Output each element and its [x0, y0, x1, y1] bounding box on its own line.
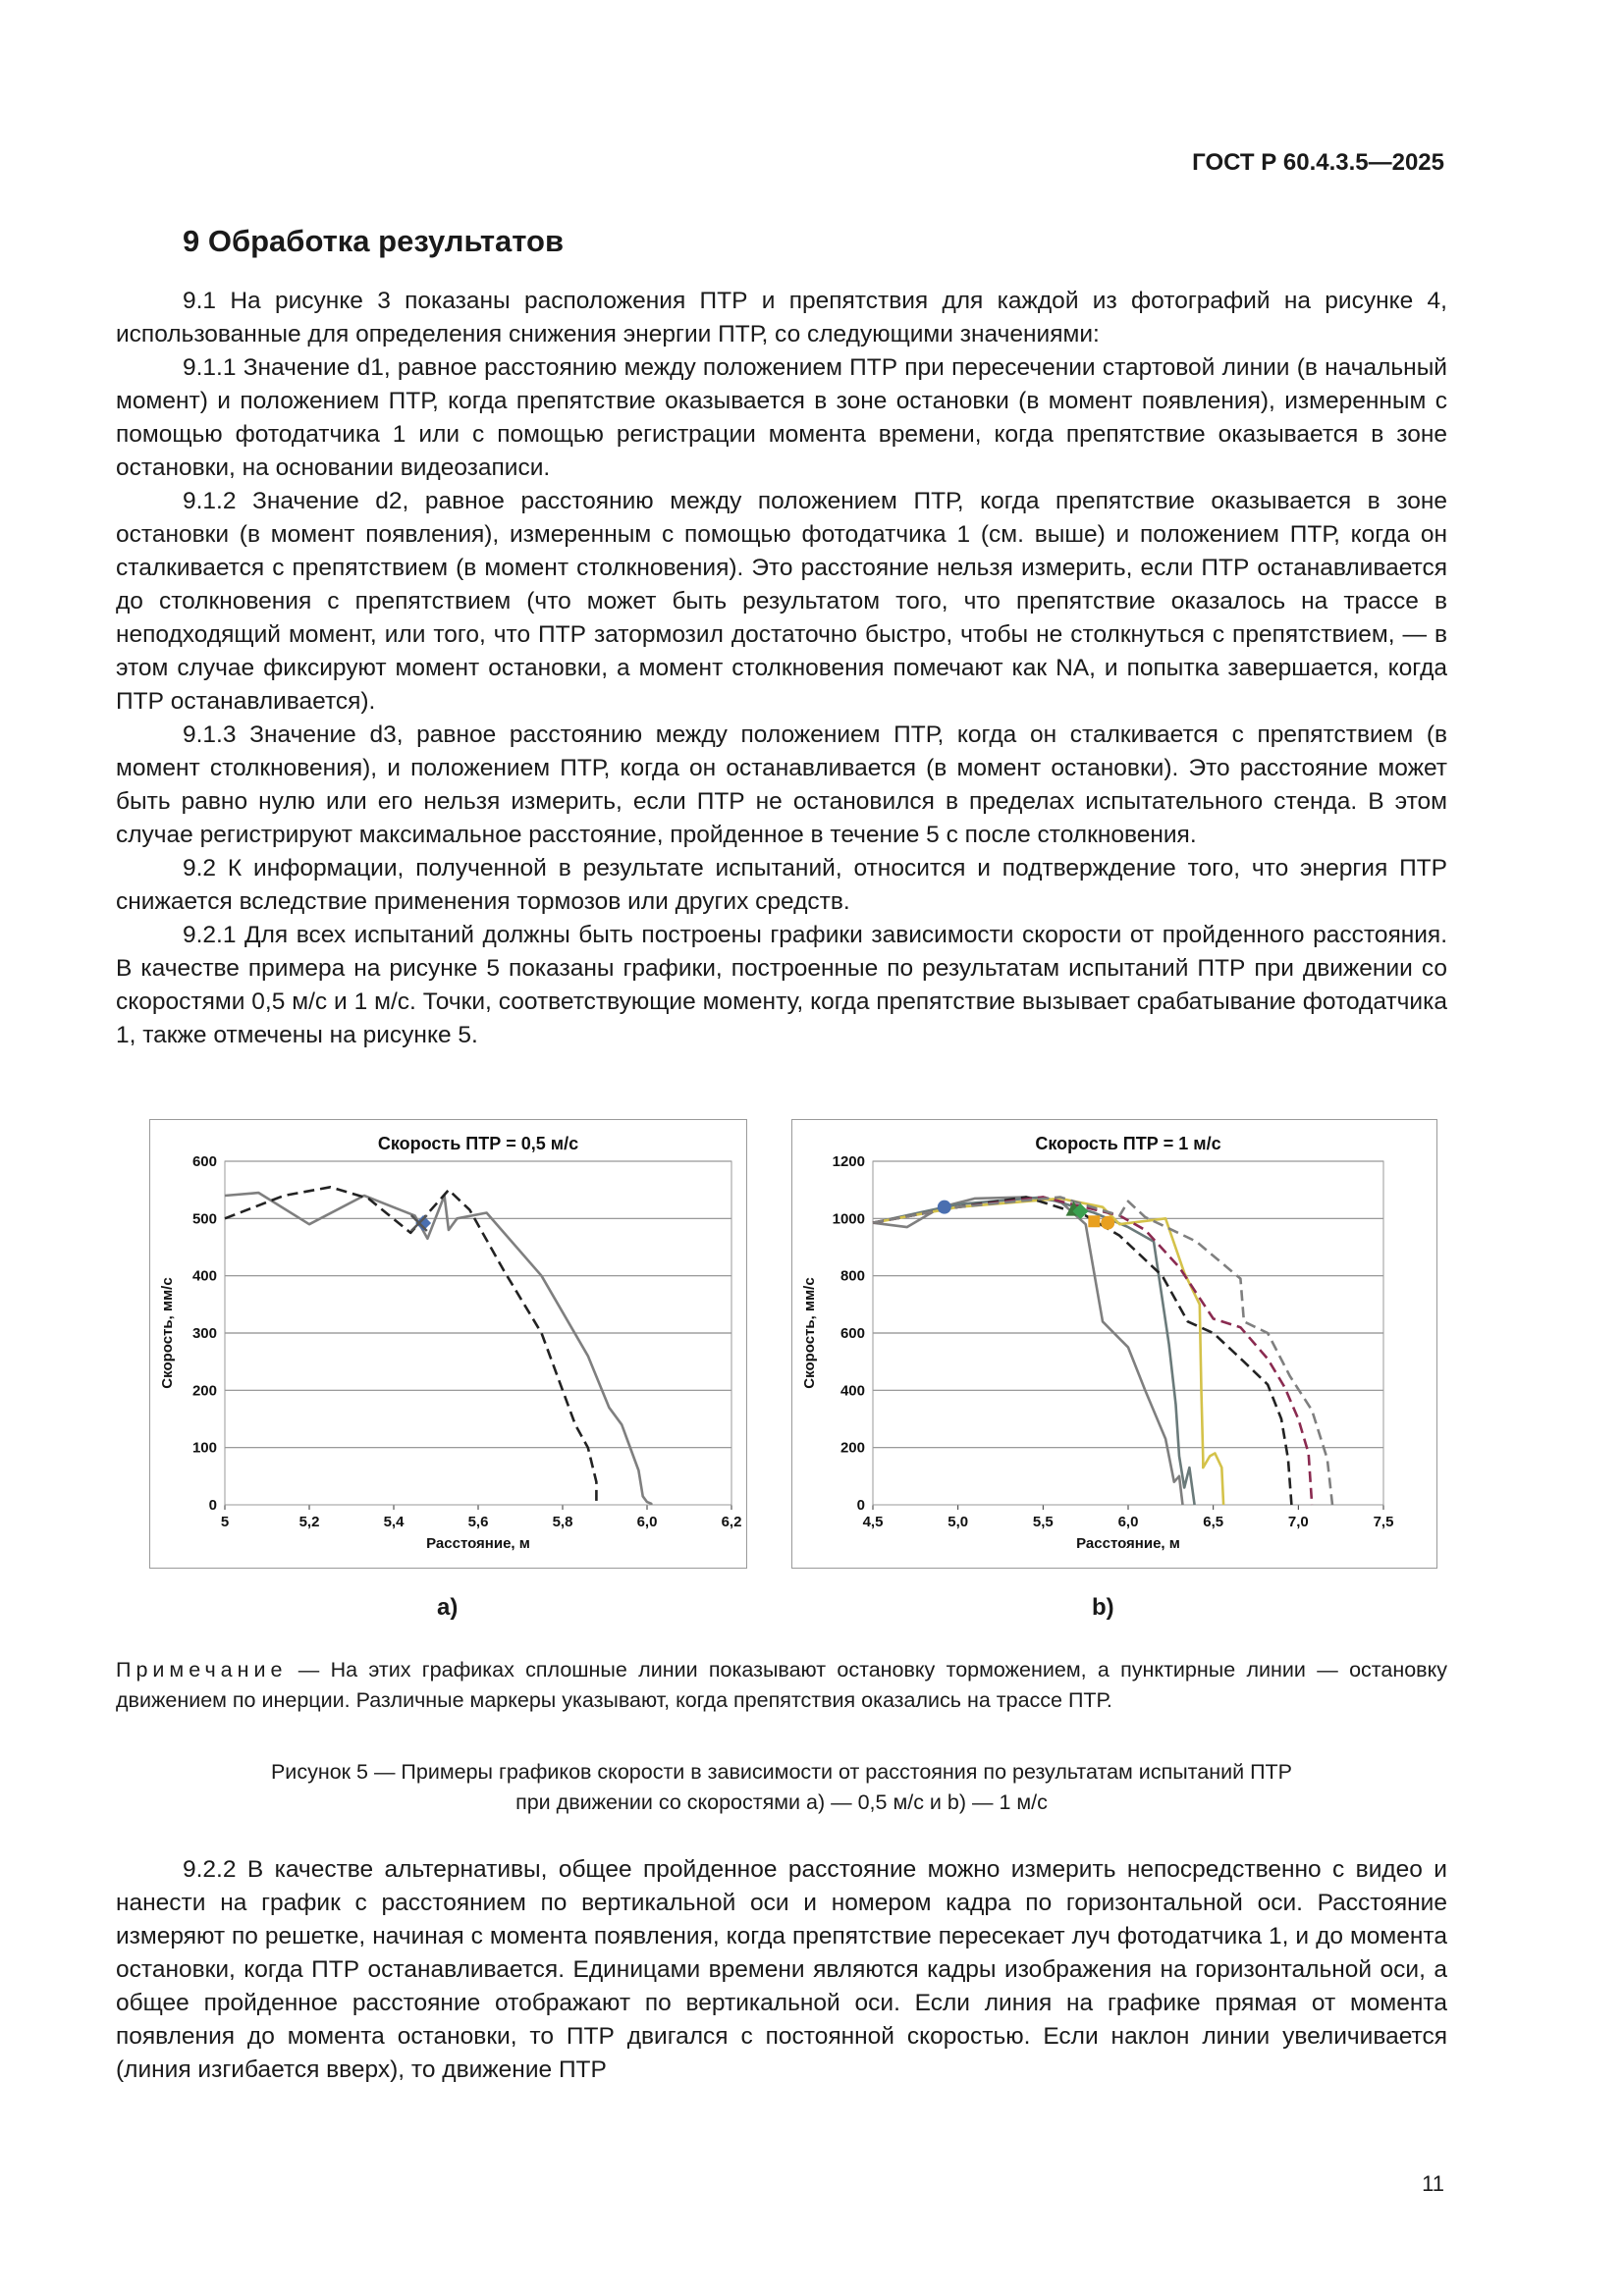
note-text: — На этих графиках сплошные линии показывают остановку торможением, а пунктирные линии — остановку движением по инерции. Различные маркеры указывают, когда препятствия оказались на трассе ПТР.	[116, 1658, 1447, 1712]
chart-b-y-tick-label: 800	[839, 1267, 865, 1285]
chart-a-y-tick-label: 500	[191, 1210, 217, 1228]
caption-line-1: Рисунок 5 — Примеры графиков скорости в зависимости от расстояния по результатам испытаний ПТР	[270, 1760, 1293, 1784]
chart-b-y-tick-label: 600	[839, 1325, 865, 1342]
chart-b-marker-square	[1088, 1215, 1100, 1227]
chart-b-y-tick-label: 1000	[832, 1210, 865, 1228]
figure-caption	[116, 1757, 1447, 1818]
chart-a-title: Скорость ПТР = 0,5 м/с	[377, 1134, 579, 1153]
chart-b-x-tick-label: 6,5	[1203, 1514, 1224, 1530]
chart-a-y-axis-label: Скорость, мм/с	[159, 1277, 176, 1389]
chart-b-x-tick-label: 6,0	[1117, 1514, 1139, 1530]
chart-b-marker-circle	[1101, 1216, 1114, 1230]
chart-b-y-tick-label: 400	[839, 1382, 865, 1400]
chart-b-x-tick-label: 4,5	[862, 1514, 884, 1530]
chart-speed-1-0	[791, 1119, 1437, 1569]
chart-a-x-tick-label: 5,2	[298, 1514, 320, 1530]
body-text-bottom	[116, 1853, 1447, 2087]
figure-label-a: a)	[437, 1594, 459, 1621]
chart-b-y-tick-label: 1200	[832, 1153, 865, 1170]
paragraph-9-2-2: 9.2.2 В качестве альтернативы, общее пройденное расстояние можно измерить непосредственно с видео и нанести на график с расстоянием по вертикальной оси и номером кадра по горизонтальной оси. Расстояние измеряют по решетке, начиная с момента появления, когда препятствие пересекает луч фотодатчика 1, и до момента остановки, когда ПТР останавливается. Единицами времени являются кадры изображения на горизонтальной оси, а общее пройденное расстояние отображают по вертикальной оси. Если линия на графике прямая от момента появления до момента остановки, то ПТР двигался с постоянной скоростью. Если наклон линии увеличивается (линия изгибается вверх), то движение ПТР	[116, 1856, 1447, 2083]
chart-a-y-tick-label: 600	[191, 1153, 217, 1170]
section-title: 9 Обработка результатов	[183, 224, 565, 258]
chart-b-title: Скорость ПТР = 1 м/с	[1035, 1134, 1221, 1153]
figure-note	[116, 1655, 1447, 1716]
chart-a-svg	[150, 1120, 746, 1568]
chart-a-x-tick-label: 5,4	[383, 1514, 405, 1530]
page-number: 11	[1422, 2171, 1444, 2196]
chart-a-y-tick-label: 100	[191, 1439, 217, 1457]
chart-speed-0-5	[149, 1119, 747, 1569]
chart-b-y-axis-label: Скорость, мм/с	[801, 1277, 818, 1389]
paragraph-9-1-3: 9.1.3 Значение d3, равное расстоянию между положением ПТР, когда он сталкивается с препятствием (в момент столкновения), и положением ПТР, когда он останавливается (в момент остановки). Это расстояние может быть равно нулю или его нельзя измерить, если ПТР не остановился в пределах испытательного стенда. В этом случае регистрируют максимальное расстояние, пройденное в течение 5 с после столкновения.	[116, 721, 1447, 848]
note-prefix: Примечание	[116, 1658, 288, 1682]
chart-a-x-tick-label: 6,0	[636, 1514, 658, 1530]
chart-b-series-dashed-grey	[873, 1198, 1332, 1506]
chart-b-marker-circle	[938, 1201, 951, 1214]
caption-line-2: при движении со скоростями а) — 0,5 м/с и b) — 1 м/с	[515, 1790, 1048, 1814]
chart-a-x-axis-label: Расстояние, м	[426, 1535, 530, 1552]
standard-code: ГОСТ Р 60.4.3.5—2025	[1192, 149, 1444, 176]
body-text-top	[116, 285, 1447, 1052]
paragraph-9-2: 9.2 К информации, полученной в результате испытаний, относится и подтверждение того, что энергия ПТР снижается вследствие применения тормозов или других средств.	[116, 855, 1447, 915]
paragraph-9-2-1: 9.2.1 Для всех испытаний должны быть построены графики зависимости скорости от пройденного расстояния. В качестве примера на рисунке 5 показаны графики, построенные по результатам испытаний ПТР при движении со скоростями 0,5 м/с и 1 м/с. Точки, соответствующие моменту, когда препятствие вызывает срабатывание фотодатчика 1, также отмечены на рисунке 5.	[116, 922, 1447, 1048]
chart-b-x-tick-label: 7,5	[1373, 1514, 1394, 1530]
chart-b-x-axis-label: Расстояние, м	[1076, 1535, 1180, 1552]
chart-b-series-dashed-black	[873, 1198, 1291, 1506]
chart-b-series-dashed-red	[873, 1198, 1312, 1506]
chart-b-x-tick-label: 5,5	[1032, 1514, 1054, 1530]
paragraph-9-1: 9.1 На рисунке 3 показаны расположения ПТР и препятствия для каждой из фотографий на рисунке 4, использованные для определения снижения энергии ПТР, со следующими значениями:	[116, 288, 1447, 347]
chart-a-x-tick-label: 5	[220, 1514, 230, 1530]
chart-b-x-tick-label: 5,0	[947, 1514, 969, 1530]
chart-a-y-tick-label: 300	[191, 1325, 217, 1342]
chart-b-series-solid-grey-1	[873, 1198, 1183, 1506]
chart-a-series-solid	[225, 1193, 651, 1505]
chart-a-y-tick-label: 200	[191, 1382, 217, 1400]
chart-a-x-tick-label: 6,2	[721, 1514, 742, 1530]
paragraph-9-1-1: 9.1.1 Значение d1, равное расстоянию между положением ПТР при пересечении стартовой линии (в начальный момент) и положением ПТР, когда препятствие оказывается в зоне остановки (в момент появления), измеренным с помощью фотодатчика 1 или с помощью регистрации момента времени, когда препятствие оказывается в зоне остановки, на основании видеозаписи.	[116, 354, 1447, 481]
chart-a-x-tick-label: 5,8	[552, 1514, 573, 1530]
chart-a-x-tick-label: 5,6	[467, 1514, 489, 1530]
chart-b-svg	[792, 1120, 1436, 1568]
figure-label-b: b)	[1092, 1594, 1114, 1621]
chart-b-y-tick-label: 0	[856, 1497, 865, 1514]
chart-b-x-tick-label: 7,0	[1287, 1514, 1309, 1530]
chart-a-y-tick-label: 400	[191, 1267, 217, 1285]
chart-a-y-tick-label: 0	[208, 1497, 217, 1514]
chart-a-series-dashed	[225, 1187, 596, 1505]
chart-b-y-tick-label: 200	[839, 1439, 865, 1457]
chart-b-series-solid-grey-2	[873, 1198, 1195, 1506]
paragraph-9-1-2: 9.1.2 Значение d2, равное расстоянию между положением ПТР, когда препятствие оказывается в зоне остановки (в момент появления), измеренным с помощью фотодатчика 1 (см. выше) и положением ПТР, когда он сталкивается с препятствием (в момент столкновения). Это расстояние нельзя измерить, если ПТР останавливается до столкновения с препятствием (что может быть результатом того, что препятствие оказалось на трассе в неподходящий момент, или того, что ПТР затормозил достаточно быстро, чтобы не столкнуться с препятствием, — в этом случае фиксируют момент остановки, а момент столкновения помечают как NA, и попытка завершается, когда ПТР останавливается).	[116, 488, 1447, 715]
